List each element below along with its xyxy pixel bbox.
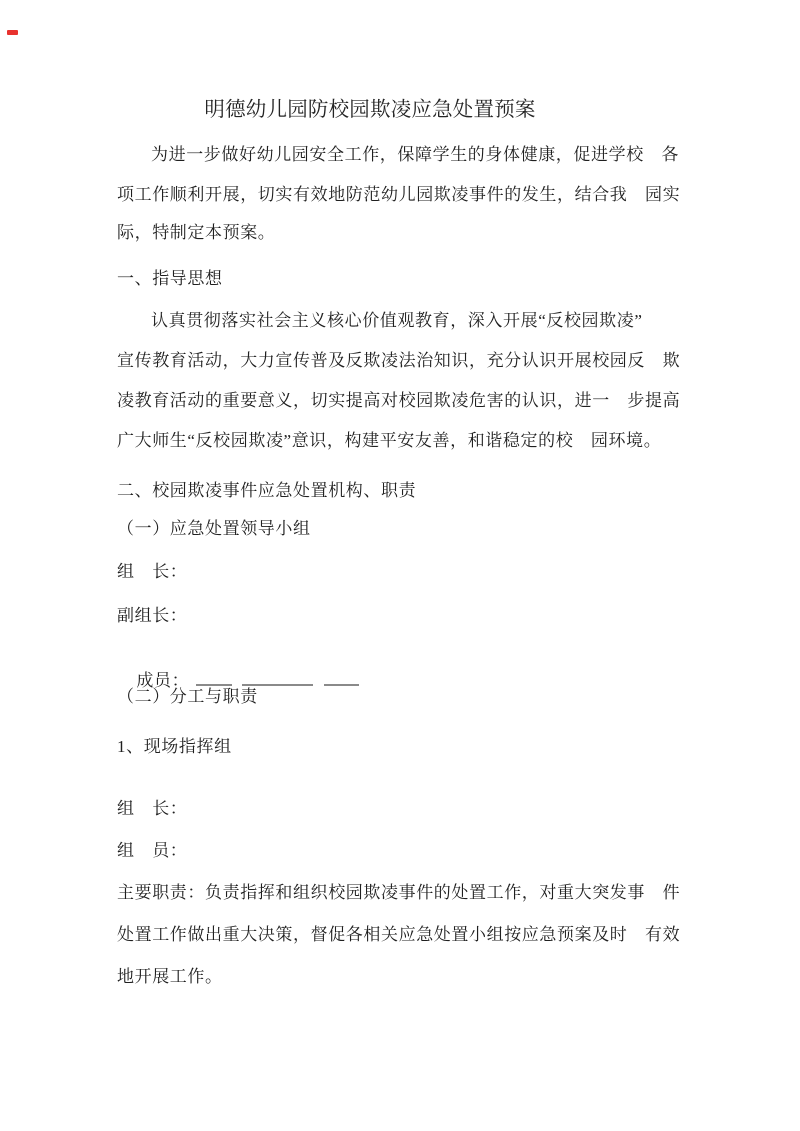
sub1-members-label: 成员：	[136, 671, 190, 691]
intro-line-3: 际，特制定本预案。	[117, 223, 276, 242]
section1-body-line-2: 宣传教育活动，大力宣传普及反欺凌法治知识，充分认识开展校园反 欺	[117, 351, 681, 370]
item1-duty-line-2: 处置工作做出重大决策，督促各相关应急处置小组按应急预案及时 有效	[117, 925, 681, 944]
item1-member-label: 组 员：	[117, 841, 188, 860]
sub1-deputy-label: 副组长：	[117, 606, 188, 625]
intro-line-2: 项工作顺利开展，切实有效地防范幼儿园欺凌事件的发生，结合我 园实	[117, 185, 681, 204]
item1-duty-line-3: 地开展工作。	[117, 967, 223, 986]
members-blank-2	[242, 669, 313, 686]
item1-heading: 1、现场指挥组	[117, 737, 232, 756]
section2-heading: 二、校园欺凌事件应急处置机构、职责	[117, 481, 417, 500]
intro-line-1: 为进一步做好幼儿园安全工作，保障学生的身体健康，促进学校 各	[151, 145, 679, 164]
item1-leader-label: 组 长：	[117, 799, 188, 818]
red-mark	[7, 30, 18, 35]
sub2-heading: （二）分工与职责	[117, 687, 258, 706]
sub1-leader-label: 组 长：	[117, 562, 188, 581]
document-title: 明德幼儿园防校园欺凌应急处置预案	[204, 99, 536, 121]
section1-heading: 一、指导思想	[117, 269, 223, 288]
members-blank-1	[196, 669, 232, 686]
section1-body-line-1: 认真贯彻落实社会主义核心价值观教育，深入开展“反校园欺凌”	[151, 311, 643, 330]
section1-body-line-3: 凌教育活动的重要意义，切实提高对校园欺凌危害的认识，进一 步提高	[117, 391, 681, 410]
members-blank-3	[324, 669, 359, 686]
item1-duty-line-1: 主要职责：负责指挥和组织校园欺凌事件的处置工作，对重大突发事 件	[117, 883, 681, 902]
section1-body-line-4: 广大师生“反校园欺凌”意识，构建平安友善，和谐稳定的校 园环境。	[117, 431, 662, 450]
sub1-heading: （一）应急处置领导小组	[117, 519, 311, 538]
